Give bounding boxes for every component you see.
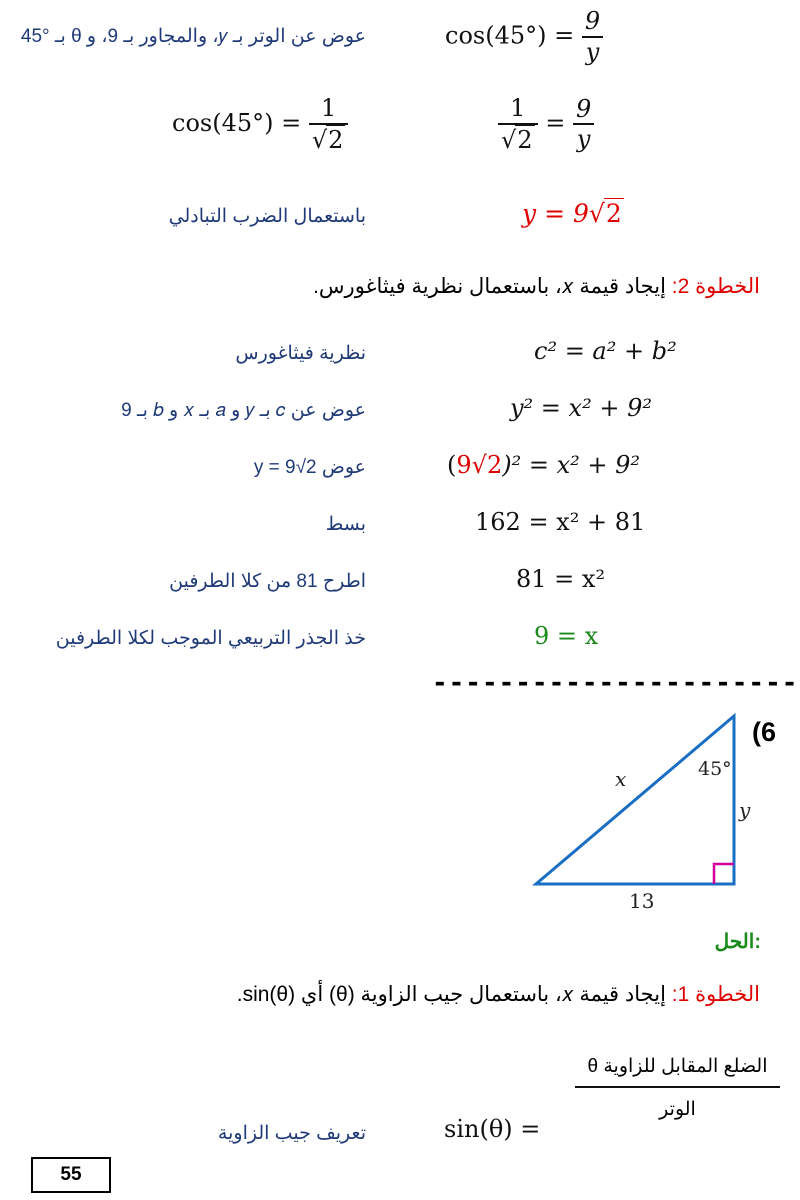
reason-pythagoras: نظرية فيثاغورس xyxy=(235,343,366,364)
result-y-expr: y = 9 xyxy=(522,199,589,228)
cos45-value-lhs: cos(45°) = xyxy=(172,109,302,138)
fraction-1-over-root2 xyxy=(309,95,349,154)
sine-numerator: الضلع المقابل للزاوية θ xyxy=(575,1055,780,1088)
step1-label: الخطوة 1: xyxy=(671,983,760,1006)
side-y-label: y xyxy=(739,798,751,822)
value-9root2: 9√2 xyxy=(456,451,503,479)
reason-simplify: بسط xyxy=(325,514,366,535)
step2-text: إيجاد قيمة 𝑥، باستعمال نظرية فيثاغورس. xyxy=(313,275,666,298)
equation-cos45-value xyxy=(172,95,348,154)
right-angle-marker xyxy=(714,864,734,884)
radicand: 2 xyxy=(605,199,622,228)
equation-ratio: $\frac{1}{√2}$ = $\frac{9}{y}$ xyxy=(498,95,594,154)
fraction-numerator: 9 xyxy=(582,8,603,38)
cos45-lhs: cos(45°) = xyxy=(445,21,575,50)
fraction-numerator: 1 xyxy=(309,95,349,125)
step2-label: الخطوة 2: xyxy=(671,275,760,298)
reason-substitute-variables: عوض عن 𝑐 بـ 𝑦 و 𝑎 بـ 𝑥 و 𝑏 بـ 9 xyxy=(121,400,366,421)
hypotenuse-label: x xyxy=(615,767,627,791)
radicand: 2 xyxy=(328,125,344,154)
problem-number: (6 xyxy=(752,717,777,747)
step1-heading xyxy=(237,982,760,1007)
triangle-shape xyxy=(536,716,734,884)
equation-cos45 xyxy=(445,8,603,66)
page-number: 55 xyxy=(31,1157,111,1193)
fraction-denominator: y xyxy=(576,125,591,154)
sine-fraction xyxy=(575,1055,780,1121)
triangle-figure xyxy=(520,700,760,910)
reason-subtract: اطرح 81 من كلا الطرفين xyxy=(169,571,366,592)
radicand: 2 xyxy=(517,125,533,154)
fraction-1-over-root2 xyxy=(498,95,538,154)
solution-label: الحل: xyxy=(714,931,761,953)
reason-substitute-y: عوض y = 9√2 xyxy=(253,457,366,478)
base-label: 13 xyxy=(629,889,655,910)
equation-pythagoras: c² = a² + b² xyxy=(534,337,677,365)
paren-open: ( xyxy=(447,451,457,479)
equation-substitute-y xyxy=(447,451,640,479)
reason-sine-definition: تعريف جيب الزاوية xyxy=(217,1123,366,1144)
reason-square-root: خذ الجذر التربيعي الموجب لكلا الطرفين xyxy=(55,628,366,649)
fraction-denominator: √2 xyxy=(311,125,344,154)
result-y: y = 9√2 xyxy=(522,199,622,228)
equation-simplified: 162 = x² + 81 xyxy=(475,508,646,536)
equation-substituted: y² = x² + 9² xyxy=(510,394,652,422)
sine-denominator: الوتر xyxy=(659,1099,696,1120)
fraction-9-over-y xyxy=(573,96,594,154)
fraction-denominator: √2 xyxy=(501,125,533,154)
expr-rest: )² = x² + 9² xyxy=(502,451,640,479)
step2-heading xyxy=(313,274,760,299)
sine-lhs: sin(θ) = xyxy=(444,1115,541,1143)
section-divider: ---------------------- xyxy=(432,668,799,698)
step1-text: إيجاد قيمة 𝑥، باستعمال جيب الزاوية (θ) أي sin(θ). xyxy=(236,983,666,1006)
reason-cross-multiply: باستعمال الضرب التبادلي xyxy=(168,206,366,227)
equation-subtract: 81 = x² xyxy=(516,565,606,593)
result-x: 9 = x xyxy=(534,622,599,650)
fraction-denominator: y xyxy=(585,37,600,66)
fraction-numerator: 1 xyxy=(498,95,538,125)
fraction-numerator: 9 xyxy=(573,96,594,126)
fraction-9-over-y xyxy=(582,8,603,66)
reason-substitute: عوض عن الوتر بـ 𝑦، والمجاور بـ 9، و θ بـ °45 xyxy=(20,26,366,47)
angle-label: 45° xyxy=(698,758,732,780)
